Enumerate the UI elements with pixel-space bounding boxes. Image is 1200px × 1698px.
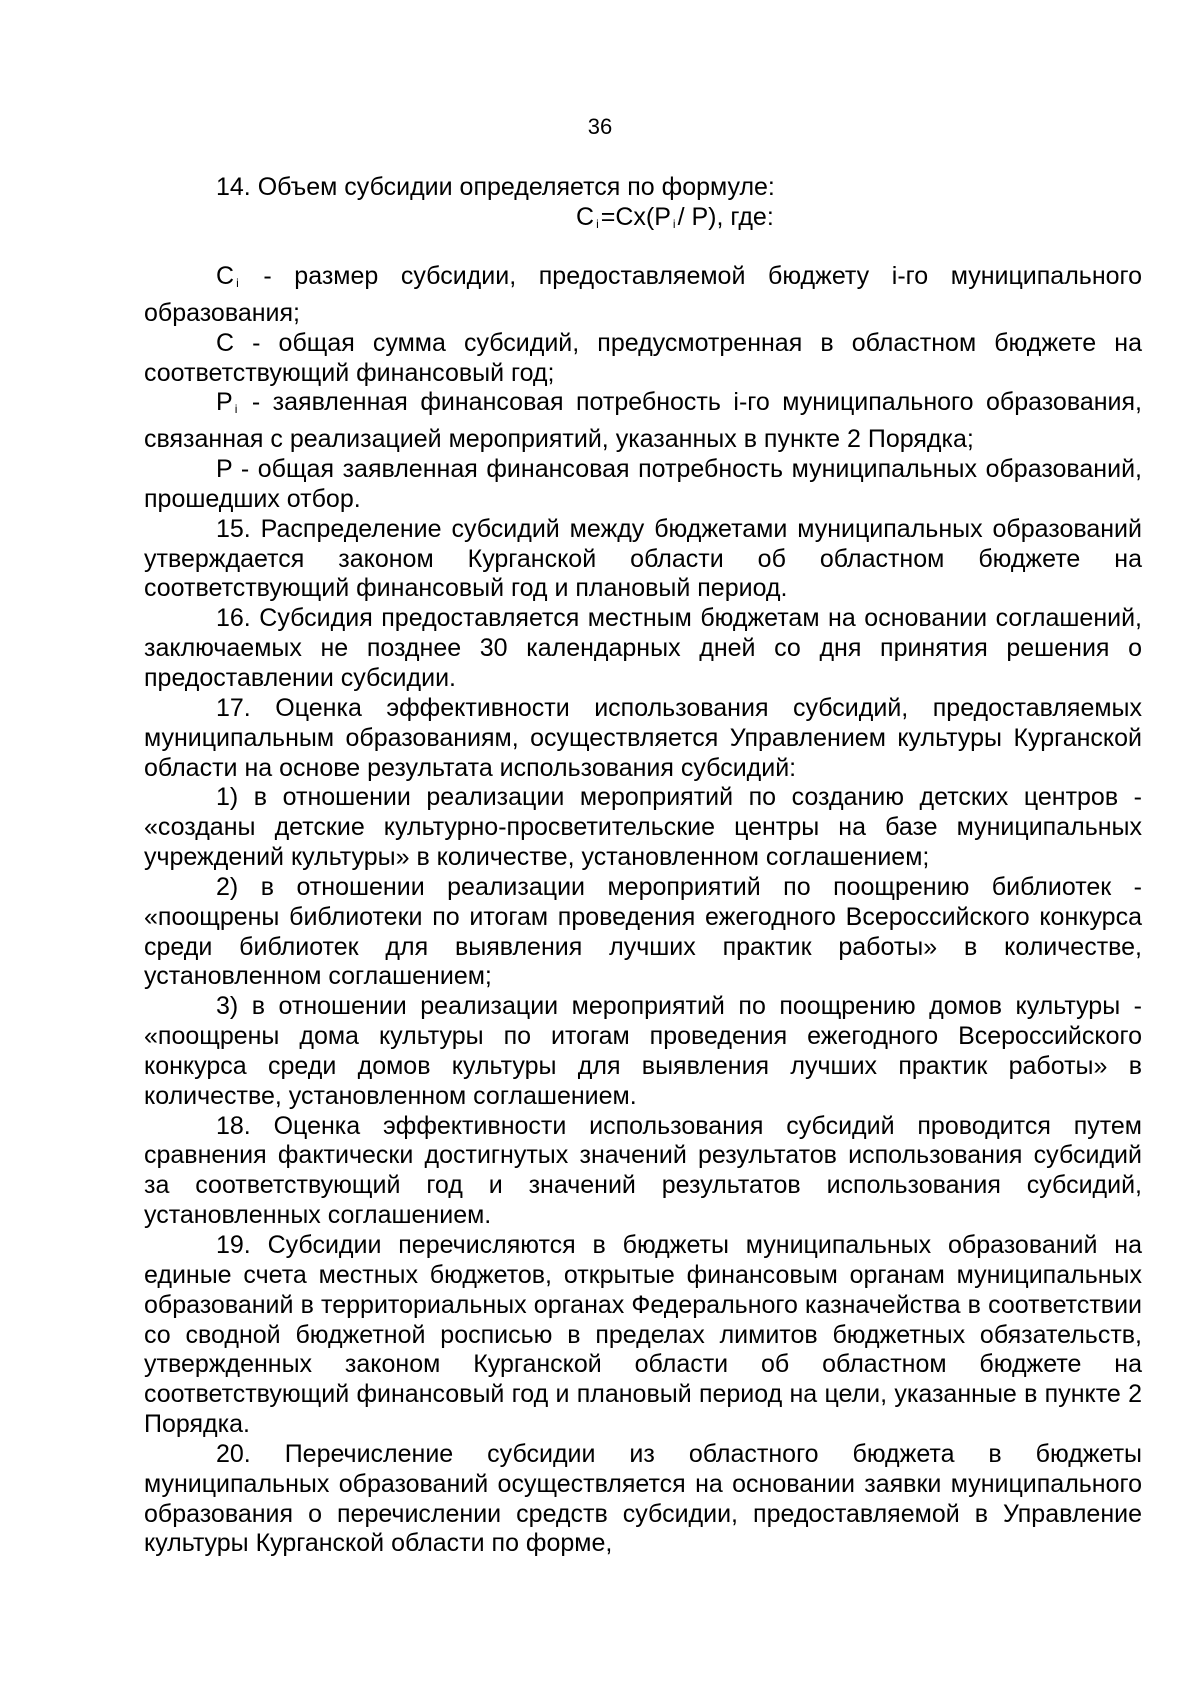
definition-item [144, 388, 1142, 455]
definition-symbol: C [216, 328, 235, 357]
paragraph-17-item-2: 2) в отношении реализации мероприятий по поощрению библиотек - «поощрены библиотеки по итогам проведения ежегодного Всероссийского конкурса среди библиотек для выявления лучших практик работы» в количестве, установленном соглашением; [144, 872, 1142, 991]
paragraph-16: 16. Субсидия предоставляется местным бюджетам на основании соглашений, заключаемых не позднее 30 календарных дней со дня принятия решения о предоставлении субсидии. [144, 604, 1142, 692]
document-body [144, 262, 1142, 1559]
definition-item [144, 329, 1142, 389]
paragraph-15: 15. Распределение субсидий между бюджетами муниципальных образований утверждается законом Курганской области об областном бюджете на соответствующий финансовый год и плановый период. [144, 514, 1142, 603]
paragraph-18: 18. Оценка эффективности использования субсидий проводится путем сравнения фактически достигнутых значений результатов использования субсидий за соответствующий год и значений результатов использования субсидий, установленных соглашением. [144, 1111, 1142, 1230]
paragraph-17-item-3: 3) в отношении реализации мероприятий по поощрению домов культуры - «поощрены дома культуры по итогам проведения ежегодного Всероссийского конкурса среди домов культуры для выявления лучших практик работы» в количестве, установленном соглашением. [144, 992, 1142, 1110]
page-number: 36 [587, 114, 613, 139]
formula-sub-i: i [672, 217, 676, 231]
formula-c: C [576, 203, 595, 231]
definition-text: - размер субсидии, предоставляемой бюджету i-го муниципального образования; [144, 262, 1142, 327]
definition-subscript: i [234, 402, 238, 417]
definition-symbol: P [216, 388, 233, 417]
definition-item [144, 262, 1142, 329]
definition-text: - общая сумма субсидий, предусмотренная в областном бюджете на соответствующий финансовый год; [144, 328, 1142, 387]
definition-text: - общая заявленная финансовая потребность муниципальных образований, прошедших отбор. [144, 455, 1142, 513]
paragraph-17: 17. Оценка эффективности использования субсидий, предоставляемых муниципальным образованиям, осуществляется Управлением культуры Курганской области на основе результата использования субсидий: [144, 693, 1142, 782]
definition-item [144, 455, 1142, 515]
formula-tail: / P), где: [677, 203, 774, 231]
formula-mid: =Cx(P [600, 203, 671, 231]
paragraph-20: 20. Перечисление субсидии из областного бюджета в бюджеты муниципальных образований осуществляется на основании заявки муниципального образования о перечислении средств субсидии, предоставляемой в Управление культуры Курганской области по форме, [144, 1439, 1142, 1558]
paragraph-17-item-1: 1) в отношении реализации мероприятий по созданию детских центров - «созданы детские культурно-просветительские центры на базе муниципальных учреждений культуры» в количестве, установленном соглашением; [144, 783, 1142, 872]
definition-symbol: P [216, 455, 233, 484]
formula-intro: 14. Объем субсидии определяется по формуле: [216, 173, 775, 201]
definition-subscript: i [236, 276, 239, 290]
formula [576, 202, 774, 239]
definition-symbol: C [216, 262, 235, 290]
formula-sub-i: i [596, 217, 599, 231]
definition-text: - заявленная финансовая потребность i-го муниципального образования, связанная с реализацией мероприятий, указанных в пункте 2 Порядка; [144, 388, 1142, 454]
paragraph-19: 19. Субсидии перечисляются в бюджеты муниципальных образований на единые счета местных бюджетов, открытые финансовым органам муниципальных образований в территориальных органах Федерального казначейства в соответствии со сводной бюджетной росписью в пределах лимитов бюджетных обязательств, утвержденных законом Курганской области об областном бюджете на соответствующий финансовый год и плановый период на цели, указанные в пункте 2 Порядка. [144, 1231, 1142, 1439]
